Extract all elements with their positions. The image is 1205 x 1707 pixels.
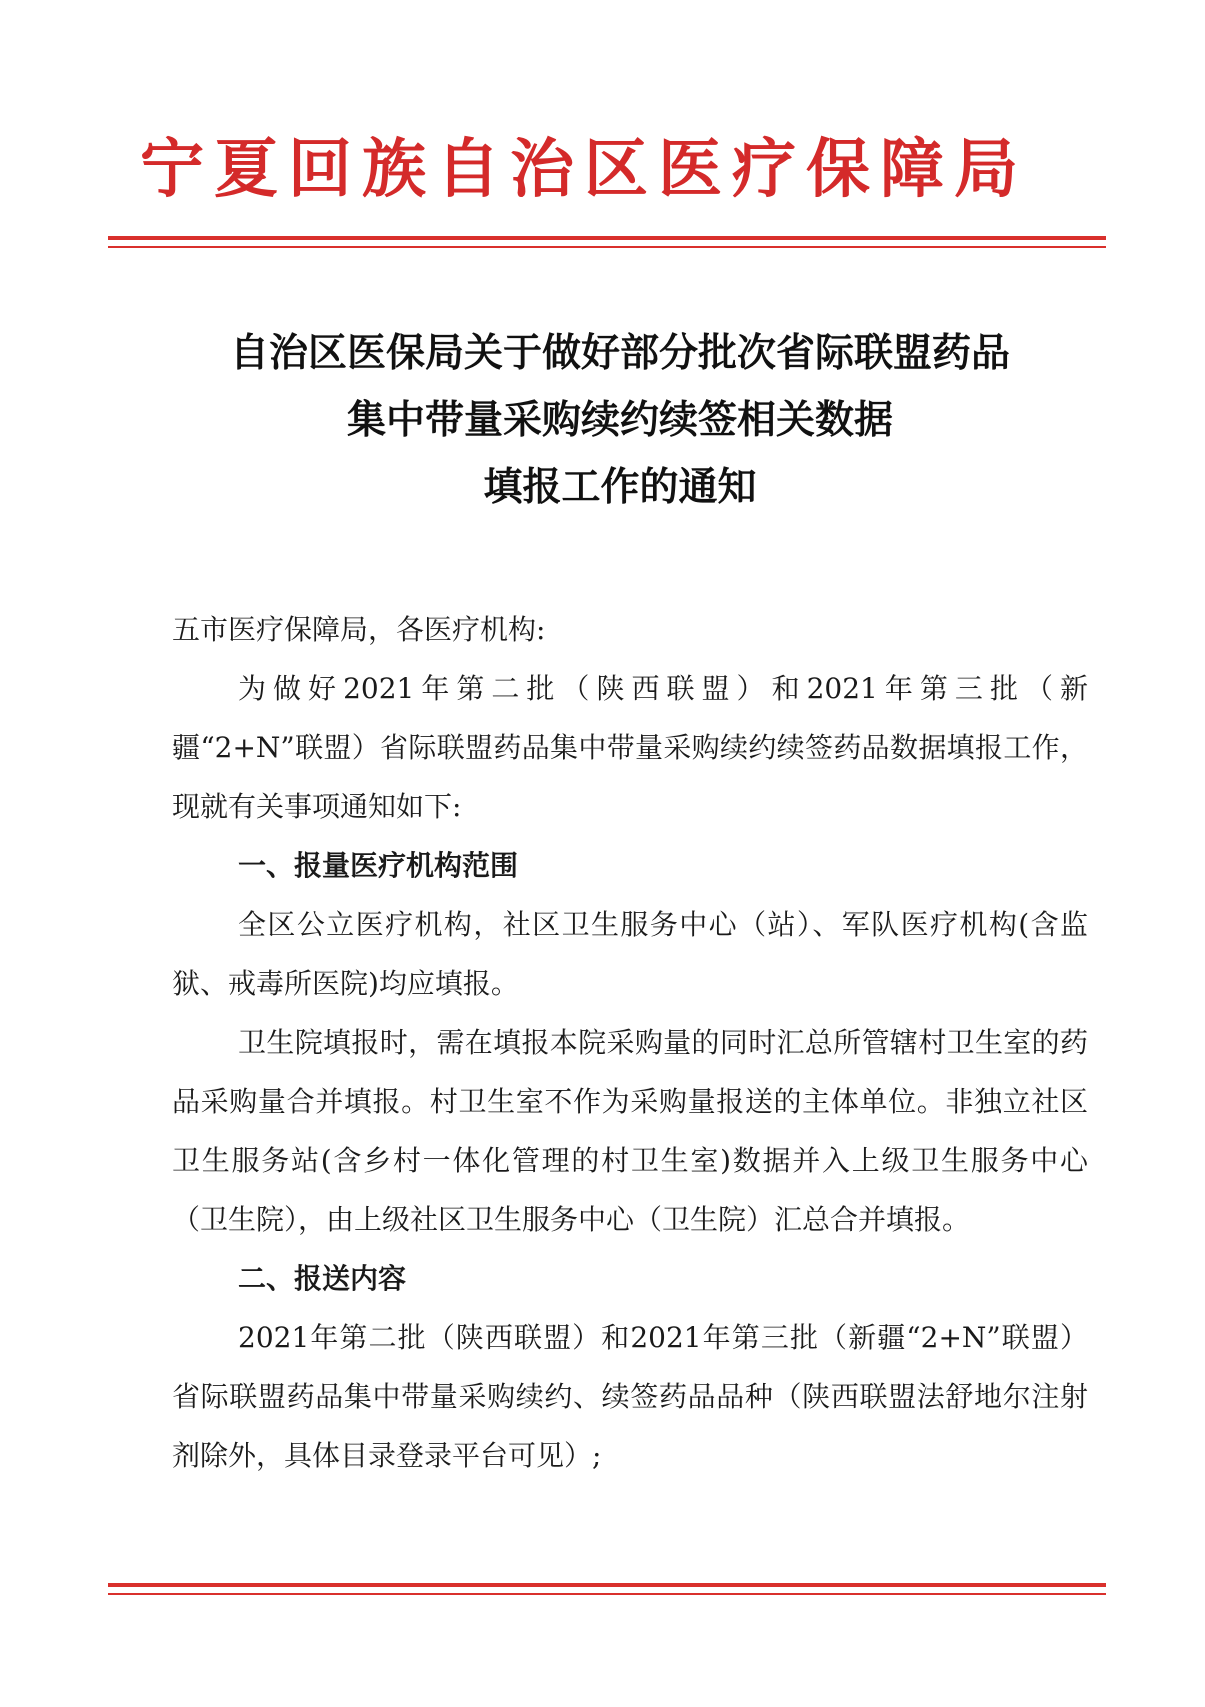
- section-2-heading: 二、报送内容: [238, 1262, 407, 1295]
- title-line-1: 自治区医保局关于做好部分批次省际联盟药品: [229, 331, 1010, 376]
- document-title: [160, 320, 1080, 521]
- footer-divider-thick: [108, 1583, 1106, 1587]
- footer-divider-thin: [108, 1593, 1106, 1595]
- letterhead-agency-name: 宁夏回族自治区医疗保障局: [140, 132, 1028, 207]
- title-line-3: 填报工作的通知: [483, 465, 757, 510]
- section-1-heading: 一、报量医疗机构范围: [238, 849, 519, 882]
- section-2-paragraph-1: 2021年第二批（陕西联盟）和2021年第三批（新疆“2+N”联盟）省际联盟药品集中带量采购续约、续签药品品种（陕西联盟法舒地尔注射剂除外，具体目录登录平台可见）;: [172, 1321, 1088, 1472]
- intro-paragraph: 为做好2021年第二批（陕西联盟）和2021年第三批（新疆“2+N”联盟）省际联盟药品集中带量采购续约续签药品数据填报工作，现就有关事项通知如下:: [172, 672, 1088, 823]
- section-1-paragraph-1: 全区公立医疗机构，社区卫生服务中心（站）、军队医疗机构(含监狱、戒毒所医院)均应填报。: [172, 908, 1088, 1000]
- title-line-2: 集中带量采购续约续签相关数据: [346, 398, 893, 443]
- letterhead-divider-thick: [108, 236, 1106, 240]
- salutation: 五市医疗保障局，各医疗机构:: [172, 613, 546, 646]
- letterhead-divider-thin: [108, 246, 1106, 248]
- document-body: [172, 600, 1088, 1485]
- section-1-paragraph-2: 卫生院填报时，需在填报本院采购量的同时汇总所管辖村卫生室的药品采购量合并填报。村卫生室不作为采购量报送的主体单位。非独立社区卫生服务站(含乡村一体化管理的村卫生室)数据并入上级卫生服务中心（卫生院），由上级社区卫生服务中心（卫生院）汇总合并填报。: [172, 1026, 1088, 1236]
